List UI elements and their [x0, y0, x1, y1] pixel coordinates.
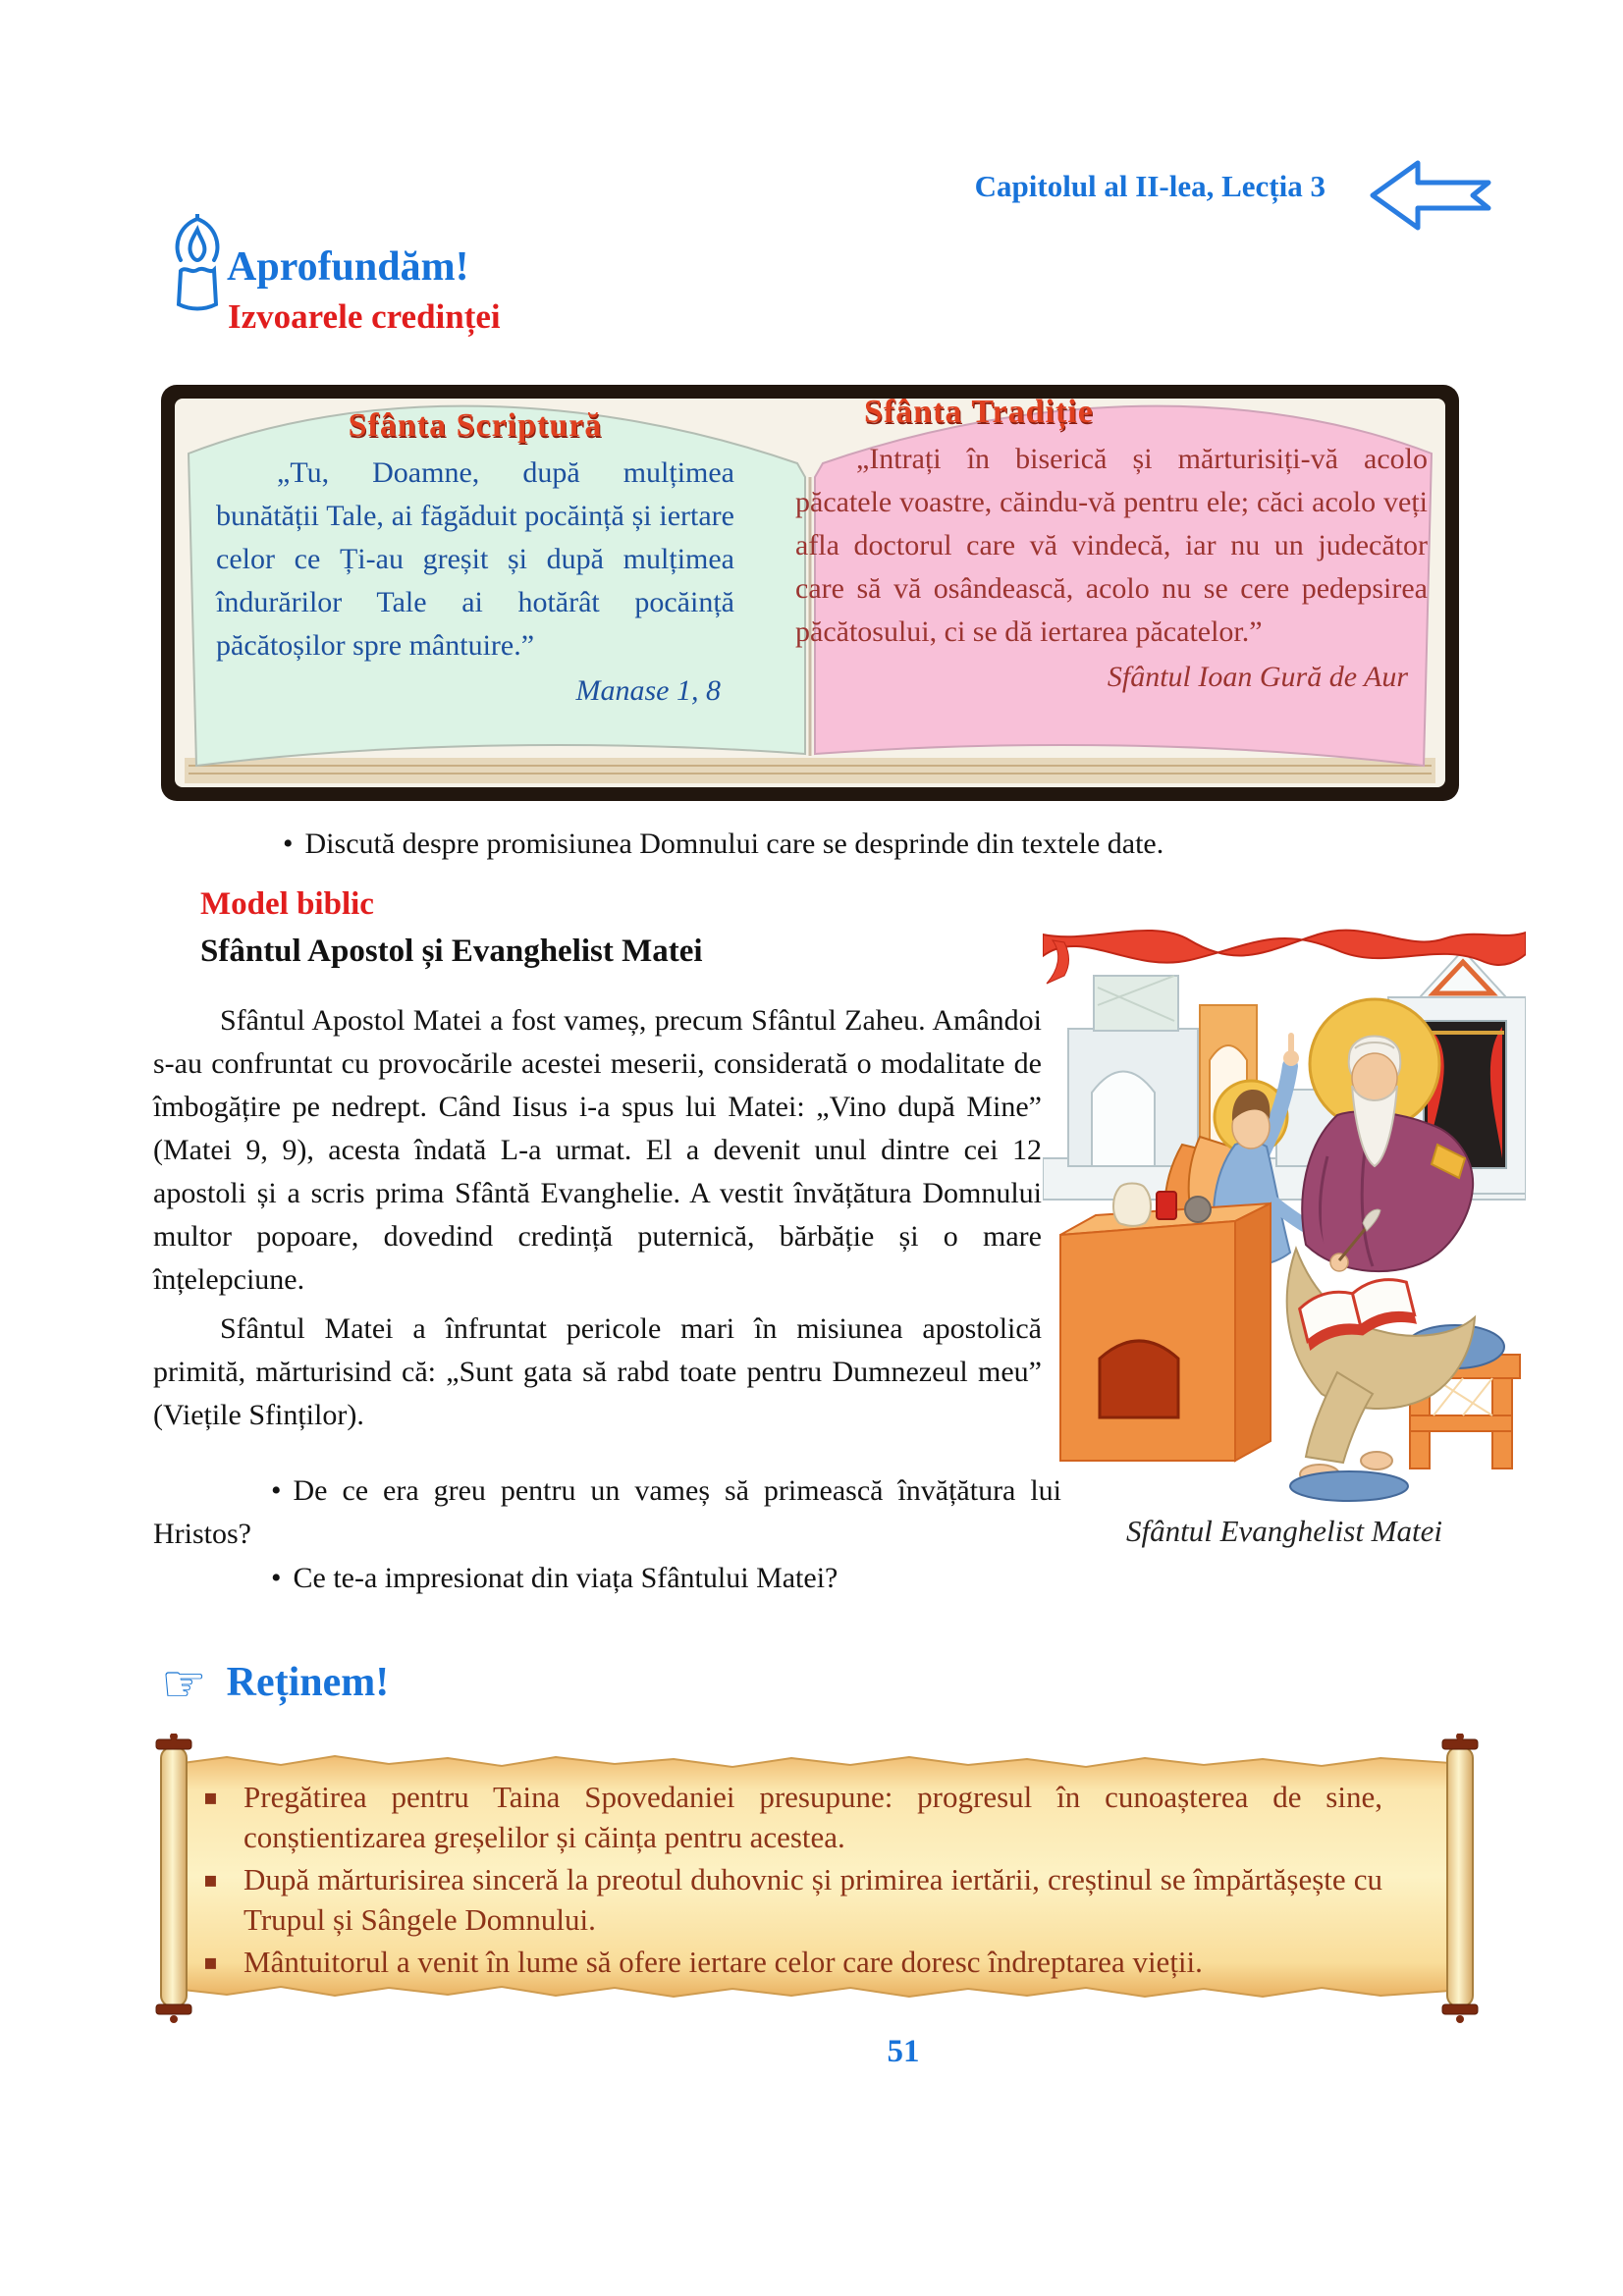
book-left-title: Sfânta Scriptură — [348, 407, 603, 444]
page-number: 51 — [887, 2034, 920, 2069]
square-bullet: ▪ — [203, 1786, 218, 1810]
book-left-attribution: Manase 1, 8 — [575, 674, 721, 707]
bullet-dot: • — [271, 1474, 282, 1507]
book-right-attribution: Sfântul Ioan Gură de Aur — [1107, 661, 1408, 693]
book-left-page — [216, 404, 734, 713]
book-left-text: „Tu, Doamne, după mulțimea bunătății Tale, ai făgăduit pocăință și iertare celor ce Ți-au greșit și după mulțimea îndurărilor Tale ai hotărât pocăință păcătoșilor spre mântuire.” — [216, 456, 734, 662]
section-subtitle-izvoarele: Izvoarele credinței — [228, 297, 501, 336]
pointing-hand-icon: ☞ — [161, 1655, 207, 1714]
question-text-2: Ce te-a impresionat din viața Sfântului Matei? — [293, 1562, 839, 1594]
summary-scroll — [153, 1734, 1481, 2024]
chapter-heading: Capitolul al II-lea, Lecția 3 — [974, 169, 1325, 203]
scroll-text-block — [203, 1777, 1382, 1984]
discussion-bullet-item — [153, 823, 1253, 866]
scroll-roller-left — [156, 1734, 191, 2023]
scroll-item-text-3: Mântuitorul a venit în lume să ofere iertare celor care doresc îndreptarea vieții. — [243, 1945, 1203, 1979]
open-book-graphic — [155, 346, 1466, 815]
square-bullet: ▪ — [203, 1950, 218, 1975]
model-biblic-subtitle: Sfântul Apostol și Evanghelist Matei — [200, 934, 703, 969]
scroll-item-2 — [203, 1859, 1382, 1940]
back-arrow-icon — [1369, 159, 1494, 234]
model-biblic-label: Model biblic — [200, 886, 374, 922]
question-item-1 — [153, 1469, 1061, 1556]
scroll-item-text-1: Pregătirea pentru Taina Spovedaniei presupune: progresul în cunoașterea de sine, conștientizarea greșelilor și căința pentru acestea. — [243, 1780, 1382, 1854]
book-right-text: „Intrați în biserică și mărturisiți-vă acolo păcatele voastre, căindu-vă pentru ele; căci acolo veți afla doctorul care vă vindecă, iar nu un judecător care să vă osândească, acolo nu se cere pedepsirea păcătosului, ci se dă iertarea păcatelor.” — [795, 443, 1428, 648]
square-bullet: ▪ — [203, 1868, 218, 1893]
body-paragraph-2: Sfântul Matei a înfruntat pericole mari în misiunea apostolică primită, mărturisind că: „Sunt gata să rabd toate pentru Dumnezeul meu” (Viețile Sfinților). — [153, 1312, 1042, 1431]
question-text-1: De ce era greu pentru un vameș să primească învățătura lui Hristos? — [153, 1474, 1061, 1550]
saint-matthew-illustration — [1043, 911, 1526, 1506]
scroll-roller-right — [1442, 1734, 1478, 2023]
book-right-page — [795, 391, 1428, 699]
body-paragraph-1: Sfântul Apostol Matei a fost vameș, precum Sfântul Zaheu. Amândoi s-au confruntat cu provocările acestei meserii, considerată o modalitate de îmbogățire pe nedrept. Când Iisus i-a spus lui Matei: „Vino după Mine” (Matei 9, 9), acesta îndată L-a urmat. El a devenit unul dintre cei 12 apostoli și a scris prima Sfântă Evanghelie. A vestit învățătura Domnului multor popoare, dovedind credință puternică, bărbăție și o mare înțelepciune. — [153, 1004, 1042, 1296]
figure-caption: Sfântul Evanghelist Matei — [1125, 1514, 1442, 1548]
desk — [1060, 1184, 1271, 1462]
scroll-item-1 — [203, 1777, 1382, 1857]
discussion-bullet-text: Discută despre promisiunea Domnului care se desprinde din textele date. — [304, 828, 1164, 860]
bullet-dot: • — [271, 1562, 282, 1594]
section-retinem — [161, 1655, 390, 1714]
figure-saint-matthew — [1043, 911, 1526, 1506]
section-title-retinem: Reținem! — [226, 1660, 390, 1705]
candle-icon — [167, 214, 228, 312]
scroll-item-text-2: După mărturisirea sinceră la preotul duhovnic și primirea iertării, creștinul se împărtășește cu Trupul și Sângele Domnului. — [243, 1862, 1382, 1937]
bullet-dot: • — [283, 828, 294, 860]
section-title-aprofundam: Aprofundăm! — [227, 244, 469, 290]
question-item-2 — [153, 1557, 1061, 1600]
scroll-item-3 — [203, 1942, 1382, 1982]
book-right-title: Sfânta Tradiție — [864, 394, 1094, 430]
